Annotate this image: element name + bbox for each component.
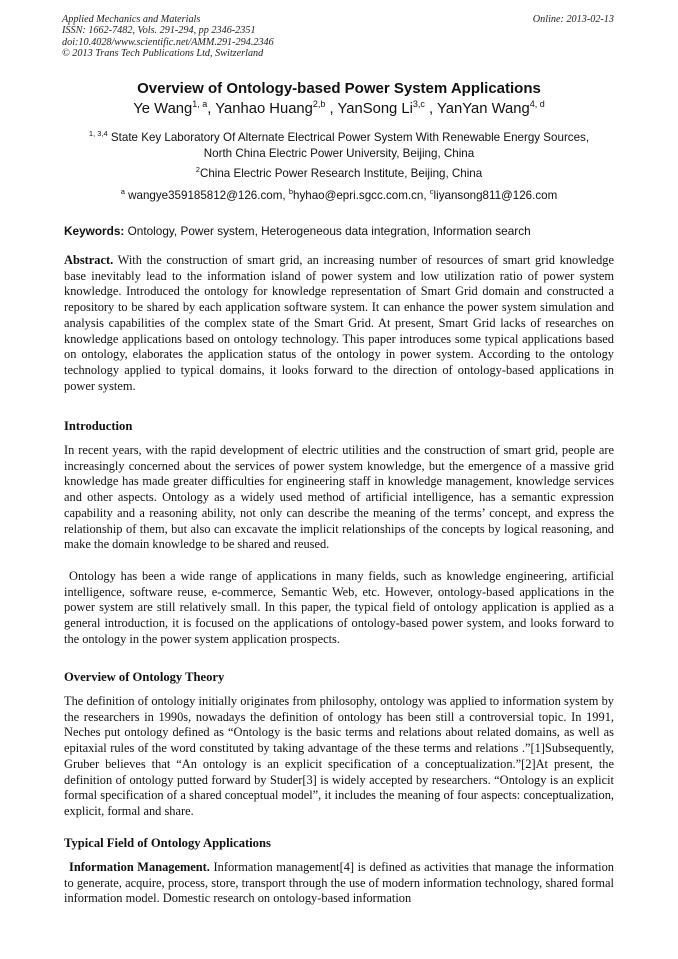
doi-line: doi:10.4028/www.scientific.net/AMM.291-294.2346: [62, 36, 274, 48]
affiliation-sup: 2: [195, 165, 200, 174]
section-heading-overview: Overview of Ontology Theory: [64, 670, 225, 684]
keywords: [64, 224, 624, 238]
email-list: [0, 189, 678, 202]
affiliation-2: [0, 167, 678, 180]
affiliation-sup: 1, 3,4: [88, 129, 108, 138]
paper-title: Overview of Ontology-based Power System Applications: [137, 80, 541, 97]
email-separator: ,: [423, 189, 430, 202]
issn-line: ISSN: 1662-7482, Vols. 291-294, pp 2346-2351: [62, 25, 256, 37]
journal-name: Applied Mechanics and Materials: [62, 14, 201, 25]
affiliation-1-line-2: North China Electric Power University, Beijing, China: [203, 147, 475, 160]
author-sup: 4, d: [529, 99, 545, 109]
intro-paragraph-1: In recent years, with the rapid development of electric utilities and the construction of smart grid, people are increasingly concerned about the services of power system knowledge, but the emergence of a massive grid knowledge has made greater difficulties for engineering staff in knowledge management, knowledge services and other aspects. Ontology as a widely used method of artificial intelligence, has a semantic expression capability and a reasoning ability, not only can describe the meaning of the terms’ concept, and express the relationship of them, but also can excavate the implicit relationships of the concepts by logical reasoning, and make the domain knowledge to be shared and reused.: [64, 443, 614, 552]
email-link[interactable]: wangye359185812@126.com: [128, 189, 283, 202]
typical-paragraph: [64, 860, 614, 907]
email-separator: ,: [282, 189, 289, 202]
author-name: Yanhao Huang: [215, 101, 313, 117]
email-sup: a: [120, 187, 125, 196]
email-link[interactable]: liyansong811@126.com: [433, 189, 558, 202]
author-name: YanSong Li: [337, 101, 413, 117]
intro-paragraph-2: Ontology has been a wide range of applications in many fields, such as knowledge engineering, artificial intelligence, software reuse, e-commerce, Semantic Web, etc. However, ontology-based applications in the power system are still relatively small. In this paper, the typical field of ontology application is applied as a general introduction, it is focused on the applications of ontology-based power system, and looks forward to the ontology in the power system application prospects.: [64, 569, 614, 646]
keywords-text: Ontology, Power system, Heterogeneous data integration, Information search: [127, 224, 531, 238]
affiliation-text: State Key Laboratory Of Alternate Electrical Power System With Renewable Energy Sources,: [110, 131, 590, 144]
email-link[interactable]: hyhao@epri.sgcc.com.cn: [293, 189, 424, 202]
author-name: Ye Wang: [133, 101, 193, 117]
info-management-label: Information Management.: [69, 860, 210, 874]
overview-paragraph: The definition of ontology initially originates from philosophy, ontology was applied to information system by the researchers in 1990s, nowadays the definition of ontology has been still a controversial topic. In 1991, Neches put ontology defined as “Ontology is the basic terms and relations about related domains, as well as epitaxial rules of the word constituted by taking advantage of the these terms and relations .”[1]Subsequently, Gruber believes that “An ontology is an explicit specification of a conceptualization.”[2]At present, the definition of ontology putted forward by Studer[3] is widely accepted by researchers. “Ontology is an explicit formal specification of a shared conceptual model”, it includes the meaning of four aspects: conceptualization, explicit, formal and share.: [64, 694, 614, 819]
section-heading-introduction: Introduction: [64, 419, 133, 433]
author-separator: ,: [424, 101, 437, 117]
author-sup: 3,c: [412, 99, 425, 109]
email-sup: b: [288, 187, 293, 196]
keywords-label: Keywords:: [64, 224, 125, 238]
author-sup: 1, a: [192, 99, 208, 109]
typical-paragraph-text: Information management[4] is defined as activities that manage the information to generate, acquire, process, store, transport through the use of modern information technology, shared formal information model. Domestic research on ontology-based information: [64, 860, 614, 906]
affiliation-1-line-1: [0, 131, 678, 144]
journal-header: [62, 14, 274, 59]
abstract-label: Abstract.: [64, 253, 114, 267]
author-name: YanYan Wang: [437, 101, 530, 117]
author-list: [0, 101, 678, 117]
author-sup: 2,b: [312, 99, 326, 109]
section-heading-typical: Typical Field of Ontology Applications: [64, 836, 271, 850]
abstract: [64, 253, 614, 394]
email-sup: c: [429, 187, 434, 196]
affiliation-text: China Electric Power Research Institute, Beijing, China: [199, 167, 483, 180]
copyright-line: © 2013 Trans Tech Publications Ltd, Switzerland: [62, 47, 264, 59]
author-separator: ,: [207, 101, 216, 117]
abstract-text: With the construction of smart grid, an increasing number of resources of smart grid knowledge base inevitably lead to the information island of power system and low utilization ratio of power system knowledge. Introduced the ontology for knowledge representation of Smart Grid domain and constructed a repository to be shared by each application software system. It can enhance the power system simulation and analysis capabilities of the complex state of the Smart Grid. At present, Smart Grid lacks of researches on knowledge applications based on ontology technology. This paper introduces some typical applications based on ontology, elaborates the application status of the ontology in power system. According to the ontology technology applied to typical domains, it looks forward to the direction of ontology-based applications in power system.: [64, 253, 614, 393]
author-separator: ,: [325, 101, 338, 117]
online-date: Online: 2013-02-13: [532, 14, 614, 25]
